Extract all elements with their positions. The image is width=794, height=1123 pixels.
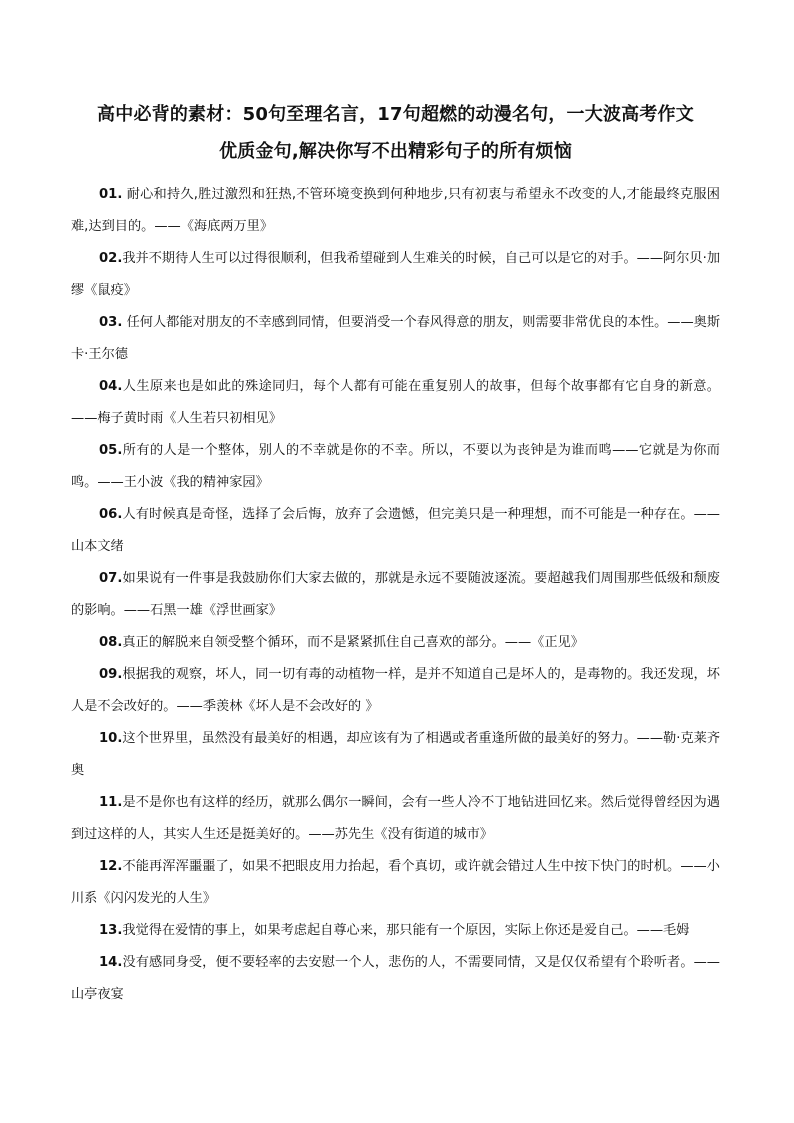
- quote-number: 04.: [99, 379, 123, 394]
- quote-text: 人生原来也是如此的殊途同归，每个人都有可能在重复别人的故事，但每个故事都有它自身的新意。——梅子黄时雨《人生若只初相见》: [71, 379, 720, 426]
- quote-entry: [71, 659, 720, 723]
- quote-text: 任何人都能对朋友的不幸感到同情，但要消受一个春风得意的朋友，则需要非常优良的本性。——奥斯卡·王尔德: [71, 315, 721, 362]
- quote-text: 人有时候真是奇怪，选择了会后悔，放弃了会遗憾，但完美只是一种理想，而不可能是一种存在。——山本文绪: [71, 507, 720, 554]
- quote-list: [71, 179, 720, 1011]
- quote-entry: [71, 371, 720, 435]
- quote-entry: [71, 499, 720, 563]
- quote-entry: [71, 179, 720, 243]
- quote-text: 我觉得在爱情的事上，如果考虑起自尊心来，那只能有一个原因，实际上你还是爱自己。——毛姆: [122, 923, 690, 938]
- quote-text: 真正的解脱来自领受整个循环，而不是紧紧抓住自己喜欢的部分。——《正见》: [122, 635, 584, 650]
- quote-text: 是不是你也有这样的经历，就那么偶尔一瞬间，会有一些人冷不丁地钻进回忆来。然后觉得曾经因为遇到过这样的人，其实人生还是挺美好的。——苏先生《没有街道的城市》: [71, 795, 720, 842]
- quote-text: 我并不期待人生可以过得很顺利，但我希望碰到人生难关的时候，自己可以是它的对手。——阿尔贝·加缪《鼠疫》: [71, 251, 721, 298]
- quote-entry: [71, 915, 720, 947]
- quote-number: 02.: [99, 251, 123, 266]
- quote-entry: [71, 307, 720, 371]
- quote-number: 12.: [99, 859, 123, 874]
- quote-number: 01.: [99, 187, 123, 202]
- quote-entry: [71, 243, 720, 307]
- quote-entry: [71, 723, 720, 787]
- quote-number: 06.: [99, 507, 123, 522]
- quote-entry: [71, 563, 720, 627]
- quote-text: 根据我的观察，坏人，同一切有毒的动植物一样，是并不知道自己是坏人的，是毒物的。我还发现，坏人是不会改好的。——季羡林《坏人是不会改好的 》: [71, 667, 720, 714]
- document-title-line1: 高中必背的素材：50句至理名言，17句超燃的动漫名句，一大波高考作文: [97, 104, 694, 125]
- quote-text: 所有的人是一个整体，别人的不幸就是你的不幸。所以，不要以为丧钟是为谁而鸣——它就是为你而鸣。——王小波《我的精神家园》: [71, 443, 720, 490]
- quote-entry: [71, 851, 720, 915]
- quote-text: 这个世界里，虽然没有最美好的相遇，却应该有为了相遇或者重逢所做的最美好的努力。——勒·克莱齐奥: [71, 731, 721, 778]
- quote-number: 14.: [99, 955, 123, 970]
- quote-number: 07.: [99, 571, 123, 586]
- quote-text: 耐心和持久,胜过激烈和狂热,不管环境变换到何种地步,只有初衷与希望永不改变的人,才能最终克服困难,达到目的。——《海底两万里》: [71, 187, 720, 234]
- quote-text: 没有感同身受，便不要轻率的去安慰一个人，悲伤的人，不需要同情，又是仅仅希望有个聆听者。——山亭夜宴: [71, 955, 720, 1002]
- quote-number: 08.: [99, 635, 123, 650]
- quote-number: 11.: [99, 795, 123, 810]
- quote-entry: [71, 947, 720, 1011]
- quote-number: 10.: [99, 731, 123, 746]
- document-title-line2: 优质金句,解决你写不出精彩句子的所有烦恼: [219, 141, 572, 162]
- quote-entry: [71, 435, 720, 499]
- quote-number: 03.: [99, 315, 123, 330]
- quote-text: 不能再浑浑噩噩了，如果不把眼皮用力抬起，看个真切，或许就会错过人生中按下快门的时机。——小川系《闪闪发光的人生》: [71, 859, 720, 906]
- quote-number: 09.: [99, 667, 123, 682]
- quote-entry: [71, 627, 720, 659]
- quote-number: 13.: [99, 923, 123, 938]
- quote-text: 如果说有一件事是我鼓励你们大家去做的，那就是永远不要随波逐流。要超越我们周围那些低级和颓废的影响。——石黑一雄《浮世画家》: [71, 571, 720, 618]
- quote-entry: [71, 787, 720, 851]
- quote-number: 05.: [99, 443, 123, 458]
